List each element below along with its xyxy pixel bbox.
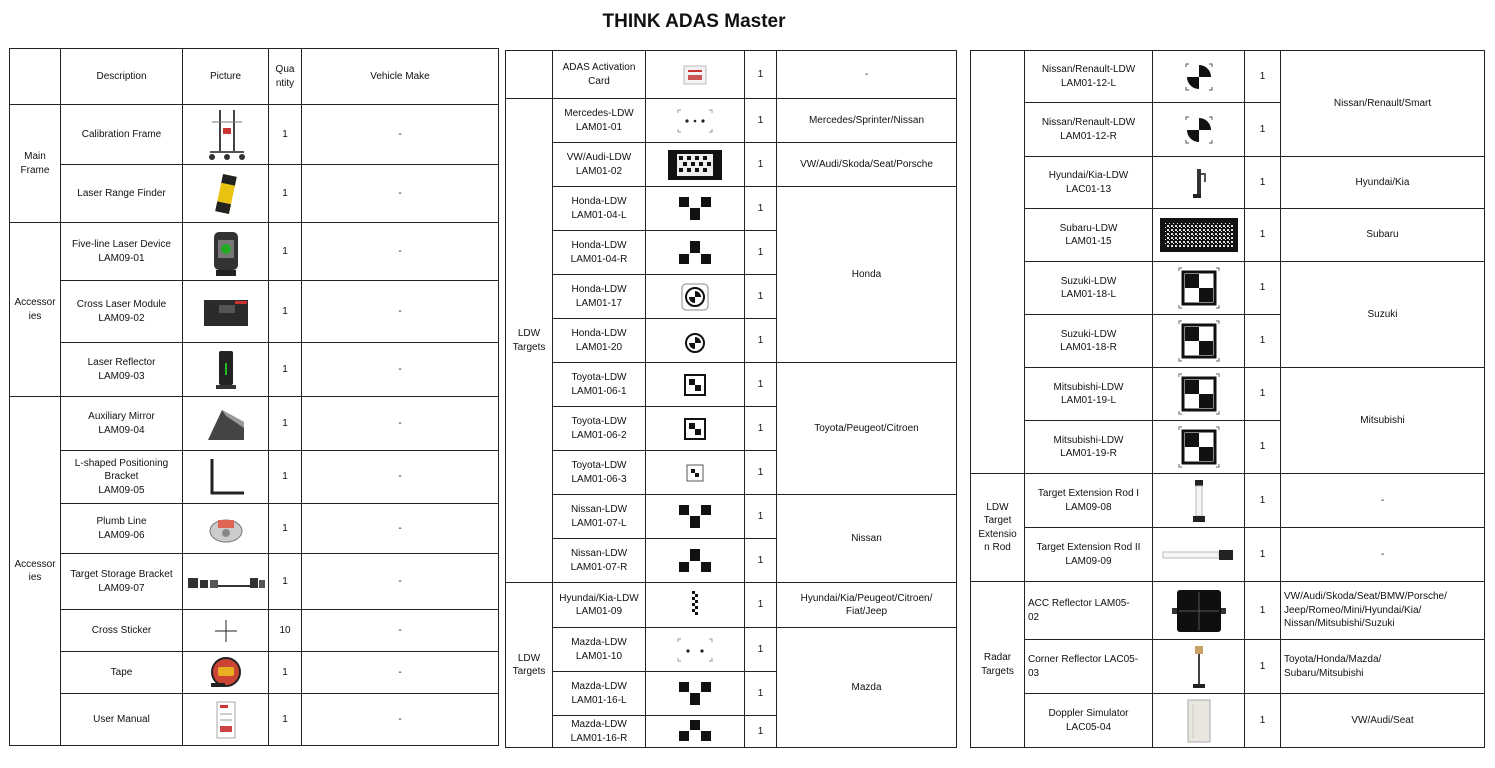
vertical-rod-icon	[1153, 474, 1245, 528]
item-vehicle-make: -	[1281, 474, 1485, 528]
item-quantity: 1	[269, 652, 302, 694]
checker-target-icon	[646, 231, 745, 275]
checker-target-icon	[646, 672, 745, 716]
square-checker-icon	[646, 407, 745, 451]
item-quantity: 1	[269, 105, 302, 165]
vw-pattern-icon	[646, 143, 745, 187]
corner-reflector-icon	[1153, 640, 1245, 694]
item-vehicle-make: -	[302, 281, 499, 343]
item-quantity: 1	[1245, 368, 1281, 421]
item-vehicle-make: -	[1281, 528, 1485, 582]
acc-reflector-icon	[1153, 582, 1245, 640]
item-description: Toyota-LDW LAM01-06-1	[553, 363, 646, 407]
item-quantity: 1	[745, 495, 777, 539]
big-checker-icon	[1153, 315, 1245, 368]
item-quantity: 1	[269, 343, 302, 397]
big-checker-icon	[1153, 368, 1245, 421]
item-vehicle-make: Toyota/Peugeot/Citroen	[777, 363, 957, 495]
activation-card-icon	[646, 51, 745, 99]
item-quantity: 1	[745, 363, 777, 407]
item-quantity: 1	[745, 187, 777, 231]
item-vehicle-make: -	[302, 451, 499, 504]
square-checker-icon	[646, 363, 745, 407]
item-quantity: 1	[1245, 582, 1281, 640]
item-quantity: 1	[1245, 474, 1281, 528]
round-target-icon	[646, 319, 745, 363]
item-quantity: 1	[1245, 694, 1281, 748]
item-quantity: 1	[1245, 528, 1281, 582]
table-ldw-radar	[970, 50, 1485, 748]
calibration-frame-icon	[183, 105, 269, 165]
item-quantity: 1	[1245, 640, 1281, 694]
item-vehicle-make: Suzuki	[1281, 262, 1485, 368]
item-description: Target Storage Bracket LAM09-07	[61, 554, 183, 610]
item-description: Suzuki-LDW LAM01-18-L	[1025, 262, 1153, 315]
group-label: LDW Target Extensio n Rod	[971, 474, 1025, 582]
item-vehicle-make: -	[302, 554, 499, 610]
checker-target-icon	[646, 716, 745, 748]
item-description: ACC Reflector LAM05- 02	[1025, 582, 1153, 640]
header-vehicle-make: Vehicle Make	[302, 49, 499, 105]
item-description: Corner Reflector LAC05- 03	[1025, 640, 1153, 694]
item-description: Mazda-LDW LAM01-10	[553, 628, 646, 672]
item-vehicle-make: -	[302, 397, 499, 451]
item-vehicle-make: Subaru	[1281, 209, 1485, 262]
item-description: Five-line Laser Device LAM09-01	[61, 223, 183, 281]
item-vehicle-make: -	[302, 343, 499, 397]
item-vehicle-make: Hyundai/Kia/Peugeot/Citroen/ Fiat/Jeep	[777, 583, 957, 628]
item-description: Honda-LDW LAM01-04-R	[553, 231, 646, 275]
group-blank	[971, 51, 1025, 474]
dots-target-icon	[646, 628, 745, 672]
doppler-icon	[1153, 694, 1245, 748]
item-vehicle-make: Hyundai/Kia	[1281, 157, 1485, 209]
item-quantity: 1	[745, 583, 777, 628]
plumb-line-icon	[183, 504, 269, 554]
item-quantity: 1	[269, 451, 302, 504]
round-target-icon	[646, 275, 745, 319]
item-description: Calibration Frame	[61, 105, 183, 165]
checker-target-icon	[646, 187, 745, 231]
item-description: Cross Laser Module LAM09-02	[61, 281, 183, 343]
group-blank	[506, 51, 553, 99]
item-description: Honda-LDW LAM01-04-L	[553, 187, 646, 231]
table-main-accessories	[9, 48, 499, 746]
group-label: Accessor ies	[10, 223, 61, 397]
tape-icon	[183, 652, 269, 694]
noise-pattern-icon	[1153, 209, 1245, 262]
checker-target-icon	[646, 495, 745, 539]
item-quantity: 1	[269, 554, 302, 610]
laser-device-icon	[183, 223, 269, 281]
big-checker-icon	[1153, 421, 1245, 474]
item-vehicle-make: VW/Audi/Skoda/Seat/BMW/Porsche/ Jeep/Romeo/Mini/Hyundai/Kia/ Nissan/Mitsubishi/Suzuki	[1281, 582, 1485, 640]
item-quantity: 1	[269, 223, 302, 281]
item-vehicle-make: -	[302, 610, 499, 652]
item-description: ADAS Activation Card	[553, 51, 646, 99]
item-description: Target Extension Rod I LAM09-08	[1025, 474, 1153, 528]
item-quantity: 1	[745, 451, 777, 495]
item-vehicle-make: Toyota/Honda/Mazda/ Subaru/Mitsubishi	[1281, 640, 1485, 694]
manual-icon	[183, 694, 269, 746]
group-label: Main Frame	[10, 105, 61, 223]
item-quantity: 1	[269, 165, 302, 223]
item-description: Nissan-LDW LAM01-07-L	[553, 495, 646, 539]
item-description: Nissan/Renault-LDW LAM01-12-L	[1025, 51, 1153, 103]
item-vehicle-make: -	[302, 694, 499, 746]
page-title: THINK ADAS Master	[602, 11, 786, 32]
item-description: Nissan-LDW LAM01-07-R	[553, 539, 646, 583]
item-description: Doppler Simulator LAC05-04	[1025, 694, 1153, 748]
group-label: Radar Targets	[971, 582, 1025, 748]
item-description: Mitsubishi-LDW LAM01-19-L	[1025, 368, 1153, 421]
item-quantity: 1	[745, 407, 777, 451]
item-quantity: 1	[1245, 103, 1281, 157]
item-description: Laser Reflector LAM09-03	[61, 343, 183, 397]
laser-module-icon	[183, 281, 269, 343]
item-quantity: 1	[1245, 157, 1281, 209]
dots-target-icon	[646, 99, 745, 143]
mirror-icon	[183, 397, 269, 451]
item-description: Mitsubishi-LDW LAM01-19-R	[1025, 421, 1153, 474]
horizontal-rod-icon	[1153, 528, 1245, 582]
vertical-strip-icon	[646, 583, 745, 628]
item-description: Honda-LDW LAM01-20	[553, 319, 646, 363]
quadrant-target-icon	[1153, 51, 1245, 103]
item-vehicle-make: Nissan	[777, 495, 957, 583]
item-vehicle-make: Mitsubishi	[1281, 368, 1485, 474]
item-vehicle-make: VW/Audi/Seat	[1281, 694, 1485, 748]
item-description: L-shaped Positioning Bracket LAM09-05	[61, 451, 183, 504]
group-label: LDW Targets	[506, 99, 553, 583]
item-quantity: 10	[269, 610, 302, 652]
item-vehicle-make: VW/Audi/Skoda/Seat/Porsche	[777, 143, 957, 187]
laser-reflector-icon	[183, 343, 269, 397]
big-checker-icon	[1153, 262, 1245, 315]
item-description: Target Extension Rod II LAM09-09	[1025, 528, 1153, 582]
item-description: Auxiliary Mirror LAM09-04	[61, 397, 183, 451]
item-description: Mazda-LDW LAM01-16-L	[553, 672, 646, 716]
storage-bracket-icon	[183, 554, 269, 610]
l-bracket-icon	[183, 451, 269, 504]
item-description: VW/Audi-LDW LAM01-02	[553, 143, 646, 187]
group-label: LDW Targets	[506, 583, 553, 748]
item-vehicle-make: -	[302, 105, 499, 165]
item-vehicle-make: Mazda	[777, 628, 957, 748]
item-vehicle-make: -	[302, 165, 499, 223]
item-vehicle-make: Nissan/Renault/Smart	[1281, 51, 1485, 157]
item-description: Mercedes-LDW LAM01-01	[553, 99, 646, 143]
item-quantity: 1	[269, 694, 302, 746]
item-quantity: 1	[1245, 51, 1281, 103]
item-description: Honda-LDW LAM01-17	[553, 275, 646, 319]
item-description: Plumb Line LAM09-06	[61, 504, 183, 554]
item-quantity: 1	[745, 51, 777, 99]
item-quantity: 1	[269, 397, 302, 451]
item-quantity: 1	[269, 504, 302, 554]
item-quantity: 1	[745, 143, 777, 187]
item-quantity: 1	[745, 275, 777, 319]
item-vehicle-make: -	[302, 223, 499, 281]
item-description: Hyundai/Kia-LDW LAM01-09	[553, 583, 646, 628]
item-quantity: 1	[745, 539, 777, 583]
item-quantity: 1	[745, 319, 777, 363]
item-quantity: 1	[745, 672, 777, 716]
header-description: Description	[61, 49, 183, 105]
small-checker-icon	[646, 451, 745, 495]
item-vehicle-make: -	[777, 51, 957, 99]
header-blank	[10, 49, 61, 105]
item-quantity: 1	[1245, 421, 1281, 474]
item-quantity: 1	[269, 281, 302, 343]
item-description: User Manual	[61, 694, 183, 746]
item-description: Nissan/Renault-LDW LAM01-12-R	[1025, 103, 1153, 157]
item-quantity: 1	[745, 99, 777, 143]
group-label: Accessor ies	[10, 397, 61, 746]
item-description: Hyundai/Kia-LDW LAC01-13	[1025, 157, 1153, 209]
item-quantity: 1	[745, 231, 777, 275]
item-description: Toyota-LDW LAM01-06-2	[553, 407, 646, 451]
laser-range-finder-icon	[183, 165, 269, 223]
item-description: Subaru-LDW LAM01-15	[1025, 209, 1153, 262]
item-quantity: 1	[745, 628, 777, 672]
item-vehicle-make: Honda	[777, 187, 957, 363]
item-vehicle-make: -	[302, 652, 499, 694]
item-description: Laser Range Finder	[61, 165, 183, 223]
item-description: Cross Sticker	[61, 610, 183, 652]
item-quantity: 1	[1245, 209, 1281, 262]
item-description: Tape	[61, 652, 183, 694]
quadrant-target-icon	[1153, 103, 1245, 157]
header-quantity: Qua ntity	[269, 49, 302, 105]
cross-sticker-icon	[183, 610, 269, 652]
checker-target-icon	[646, 539, 745, 583]
item-quantity: 1	[1245, 262, 1281, 315]
table-ldw-targets	[505, 50, 957, 748]
item-description: Suzuki-LDW LAM01-18-R	[1025, 315, 1153, 368]
item-description: Toyota-LDW LAM01-06-3	[553, 451, 646, 495]
hook-target-icon	[1153, 157, 1245, 209]
item-quantity: 1	[1245, 315, 1281, 368]
item-vehicle-make: -	[302, 504, 499, 554]
item-vehicle-make: Mercedes/Sprinter/Nissan	[777, 99, 957, 143]
header-picture: Picture	[183, 49, 269, 105]
item-description: Mazda-LDW LAM01-16-R	[553, 716, 646, 748]
item-quantity: 1	[745, 716, 777, 748]
